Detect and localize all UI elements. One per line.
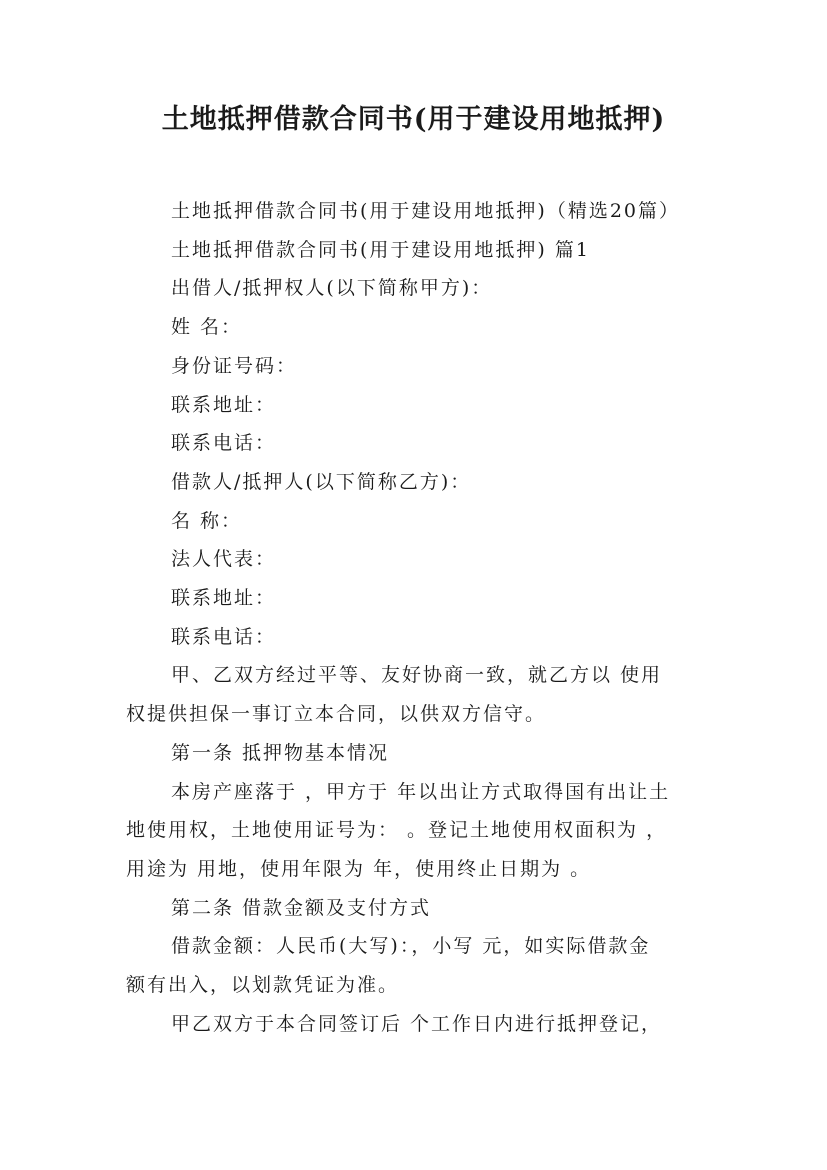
preamble-line: 甲、乙双方经过平等、友好协商一致，就乙方以 使用 [171,664,663,687]
article-1-line: 本房产座落于 ，甲方于 年以出让方式取得国有出让土 [171,780,671,803]
borrower-name-field: 名 称： [171,509,243,532]
article-2-heading: 第二条 借款金额及支付方式 [171,896,432,919]
article-1-heading: 第一条 抵押物基本情况 [171,741,390,764]
borrower-representative-field: 法人代表： [171,548,277,571]
lender-address-field: 联系地址： [171,393,277,416]
lender-name-field: 姓 名： [171,316,243,339]
lender-phone-field: 联系电话： [171,432,277,455]
document-title: 土地抵押借款合同书(用于建设用地抵押) [161,104,666,135]
lender-label: 出借人/抵押权人(以下简称甲方)： [171,277,493,300]
subtitle-line: 土地抵押借款合同书(用于建设用地抵押)（精选20篇） [171,200,681,222]
article-1-line: 地使用权，土地使用证号为： 。登记土地使用权面积为 ， [126,819,668,842]
document-body [126,192,706,1043]
lender-id-field: 身份证号码： [171,354,298,377]
article-2-line: 额有出入，以划款凭证为准。 [126,974,400,997]
preamble-line: 权提供担保一事订立本合同，以供双方信守。 [126,703,547,726]
article-2-line: 甲乙双方于本合同签订后 个工作日内进行抵押登记， [171,1012,663,1035]
borrower-phone-field: 联系电话： [171,625,277,648]
section-heading: 土地抵押借款合同书(用于建设用地抵押) 篇1 [171,238,590,261]
borrower-label: 借款人/抵押人(以下简称乙方)： [171,470,472,493]
article-1-line: 用途为 用地，使用年限为 年，使用终止日期为 。 [126,857,592,880]
borrower-address-field: 联系地址： [171,587,277,610]
article-2-line: 借款金额：人民币(大写)：，小写 元，如实际借款金 [171,935,651,958]
